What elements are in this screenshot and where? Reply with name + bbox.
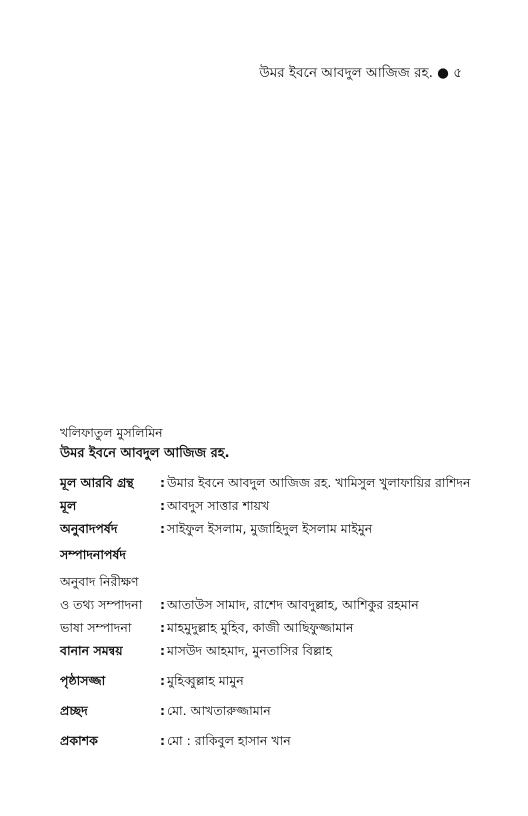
credit-value-wrap bbox=[160, 494, 480, 517]
credit-label: প্রচ্ছদ bbox=[60, 703, 88, 718]
credit-value-wrap bbox=[160, 616, 480, 639]
credit-row-spelling bbox=[60, 639, 480, 662]
separator: : bbox=[160, 597, 165, 612]
credit-value: মুহিব্বুল্লাহ মামুন bbox=[167, 673, 244, 688]
credit-row-page-layout bbox=[60, 669, 480, 692]
credit-value: মাহমুদুল্লাহ মুহিব, কাজী আছিফুজ্জামান bbox=[167, 620, 354, 635]
credit-row-original-book bbox=[60, 471, 480, 494]
credit-label: মূল bbox=[60, 498, 77, 513]
editorial-board-heading: সম্পাদনাপর্ষদ bbox=[60, 547, 126, 562]
credit-row-language-editing bbox=[60, 616, 480, 639]
separator: : bbox=[160, 733, 165, 748]
credit-label: ভাষা সম্পাদনা bbox=[60, 620, 132, 635]
credit-label: ও তথ্য সম্পাদনা bbox=[60, 597, 143, 612]
spacer bbox=[60, 692, 480, 699]
credit-label: বানান সমন্বয় bbox=[60, 643, 123, 658]
credit-row-author bbox=[60, 494, 480, 517]
spacer bbox=[60, 722, 480, 729]
credit-value-wrap bbox=[160, 669, 480, 692]
credit-value: আতাউস সামাদ, রাশেদ আবদুল্লাহ, আশিকুর রহমান bbox=[167, 597, 419, 612]
separator: : bbox=[160, 703, 165, 718]
separator: : bbox=[160, 673, 165, 688]
credit-value-wrap bbox=[160, 517, 480, 540]
credit-value: সাইফুল ইসলাম, মুজাহিদুল ইসলাম মাইমুন bbox=[167, 521, 373, 536]
credit-label: পৃষ্ঠাসজ্জা bbox=[60, 673, 106, 688]
credit-value: মো. আখতারুজ্জামান bbox=[167, 703, 271, 718]
running-header: উমর ইবনে আবদুল আজিজ রহ. ● ৫ bbox=[259, 65, 462, 81]
credit-label: মূল আরবি গ্রন্থ bbox=[60, 475, 134, 490]
credit-row-publisher bbox=[60, 729, 480, 752]
book-title: উমর ইবনে আবদুল আজিজ রহ. bbox=[60, 446, 230, 461]
credit-label: অনুবাদপর্ষদ bbox=[60, 521, 118, 536]
credit-value-wrap bbox=[160, 593, 480, 616]
spacer bbox=[60, 662, 480, 669]
credit-value: মাসউদ আহমাদ, মুনতাসির বিল্লাহ bbox=[167, 643, 333, 658]
credit-value: আবদুস সাত্তার শায়খ bbox=[167, 498, 270, 513]
separator: : bbox=[160, 498, 165, 513]
credit-value: মো : রাকিবুল হাসান খান bbox=[167, 733, 291, 748]
credit-label: প্রকাশক bbox=[60, 733, 98, 748]
credit-row-translators bbox=[60, 517, 480, 540]
translation-review-label: অনুবাদ নিরীক্ষণ bbox=[60, 574, 139, 589]
credit-row-fact-editing bbox=[60, 593, 480, 616]
credit-value-wrap bbox=[160, 471, 480, 494]
credit-value-wrap bbox=[160, 639, 480, 662]
credit-row-cover bbox=[60, 699, 480, 722]
credit-value: উমার ইবনে আবদুল আজিজ রহ. খামিসুল খুলাফায়ির রাশিদন bbox=[167, 475, 471, 490]
separator: : bbox=[160, 643, 165, 658]
separator: : bbox=[160, 475, 165, 490]
credit-value-wrap bbox=[160, 699, 480, 722]
credits-block bbox=[60, 422, 480, 752]
separator: : bbox=[160, 620, 165, 635]
separator: : bbox=[160, 521, 165, 536]
series-name: খলিফাতুল মুসলিমিন bbox=[60, 425, 163, 440]
credit-value-wrap bbox=[160, 729, 480, 752]
